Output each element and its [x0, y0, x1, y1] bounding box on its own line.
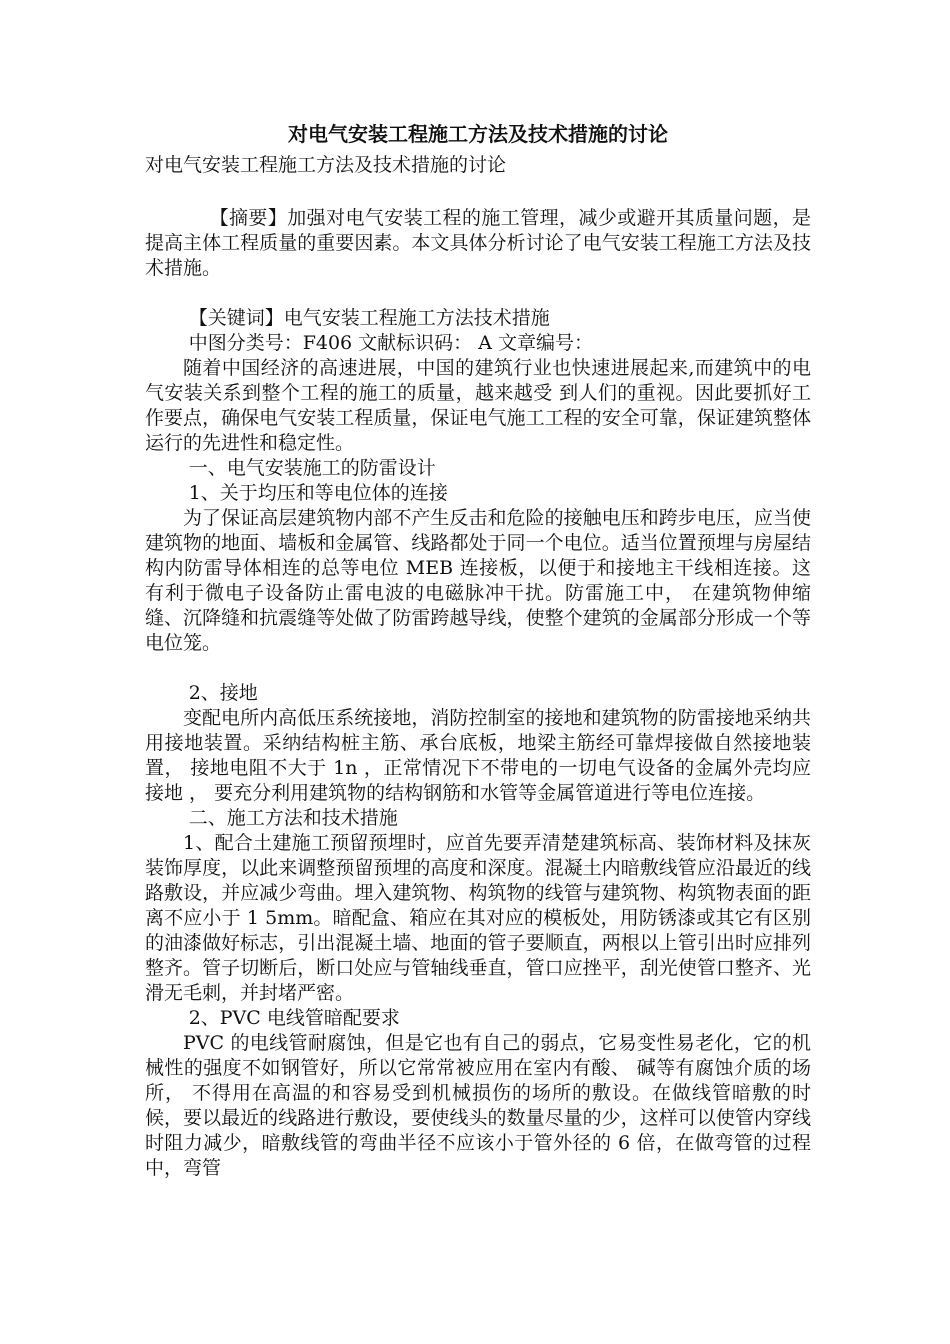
keywords-line: 【关键词】电气安装工程施工方法技术措施	[188, 307, 550, 329]
section2-paragraph-1: 1、配合土建施工预留预埋时，应首先要弄清楚建筑标高、装饰材料及抹灰装饰厚度，以此来调整预留预埋的高度和深度。混凝土内暗敷线管应沿最近的线路敷设，并应减少弯曲。埋入建筑物、构筑物的线管与建筑物、构筑物表面的距离不应小于 1 5mm。暗配盒、箱应在其对应的模板处，用防锈漆或其它有区别的油漆做好标志，引出混凝土墙、地面的管子要顺直，两根以上管引出时应排列整齐。管子切断后，断口处应与管轴线垂直，管口应挫平，刮光使管口整齐、光滑无毛刺，并封堵严密。	[145, 832, 811, 1004]
section1-subheading-2: 2、接地	[188, 682, 258, 704]
abstract-paragraph: 【摘要】加强对电气安装工程的施工管理，减少或避开其质量问题，是提高主体工程质量的重要因素。本文具体分析讨论了电气安装工程施工方法及技术措施。	[145, 207, 811, 279]
document-subtitle: 对电气安装工程施工方法及技术措施的讨论	[145, 154, 507, 176]
section1-heading: 一、电气安装施工的防雷设计	[188, 457, 436, 479]
document-title: 对电气安装工程施工方法及技术措施的讨论	[288, 122, 668, 146]
spacer	[145, 181, 811, 206]
spacer	[145, 281, 811, 306]
spacer	[145, 656, 811, 681]
section1-subheading-1: 1、关于均压和等电位体的连接	[188, 482, 448, 504]
section1-paragraph-2: 变配电所内高低压系统接地，消防控制室的接地和建筑物的防雷接地采纳共用接地装置。采纳结构桩主筋、承台底板，地梁主筋经可靠焊接做自然接地装置， 接地电阻不大于 1n ，正常情况下不带电的一切电气设备的金属外壳均应接地 ， 要充分利用建筑物的结构钢筋和水管等金属管道进行等电位连接。	[145, 707, 811, 804]
section1-paragraph-1: 为了保证高层建筑物内部不产生反击和危险的接触电压和跨步电压，应当使建筑物的地面、墙板和金属管、线路都处于同一个电位。适当位置预埋与房屋结构内防雷导体相连的总等电位 MEB 连接板，以便于和接地主干线相连接。这有利于微电子设备防止雷电波的电磁脉冲干扰。防雷施工中， 在建筑物伸缩缝、沉降缝和抗震缝等处做了防雷跨越导线，使整个建筑的金属部分形成一个等电位笼。	[145, 507, 811, 654]
intro-paragraph: 随着中国经济的高速进展，中国的建筑行业也快速进展起来,而建筑中的电气安装关系到整个工程的施工的质量，越来越受 到人们的重视。因此要抓好工作要点，确保电气安装工程质量，保证电气施工工程的安全可靠，保证建筑整体运行的先进性和稳定性。	[145, 357, 811, 454]
section2-paragraph-2: PVC 的电线管耐腐蚀，但是它也有自己的弱点，它易变性易老化，它的机械性的强度不如钢管好，所以它常常被应用在室内有酸、 碱等有腐蚀介质的场所， 不得用在高温的和容易受到机械损伤的场所的敷设。在做线管暗敷的时候，要以最近的线路进行敷设，要使线头的数量尽量的少，这样可以使管内穿线时阻力减少，暗敷线管的弯曲半径不应该小于管外径的 6 倍，在做弯管的过程中，弯管	[145, 1032, 811, 1179]
classification-line: 中图分类号：F406 文献标识码： A 文章编号：	[188, 332, 593, 354]
section2-subheading-2: 2、PVC 电线管暗配要求	[188, 1007, 400, 1029]
section2-heading: 二、施工方法和技术措施	[188, 807, 398, 829]
document-page	[145, 118, 811, 1181]
